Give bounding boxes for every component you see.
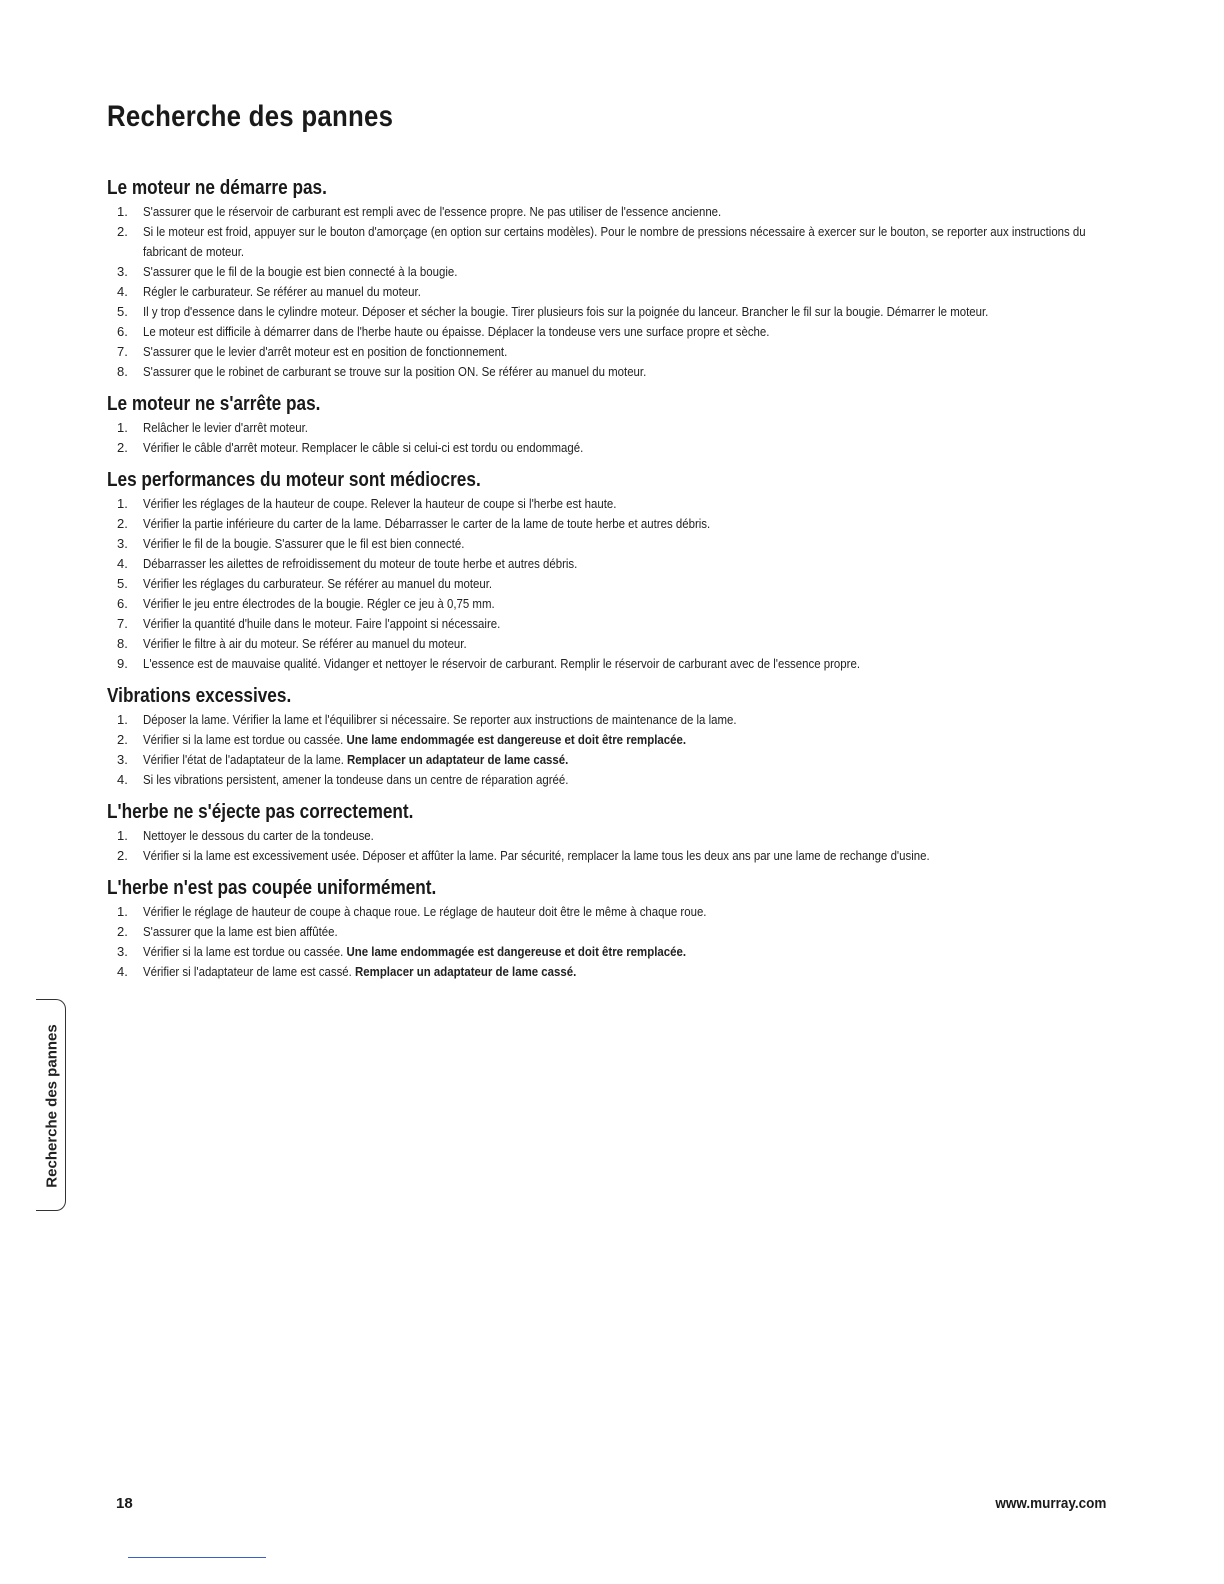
list-item (107, 362, 1117, 382)
list-item (107, 514, 1117, 534)
warning-text: Une lame endommagée est dangereuse et doit être remplacée. (346, 944, 687, 959)
troubleshooting-section (107, 392, 1117, 458)
step-text: Déposer la lame. Vérifier la lame et l'équilibrer si nécessaire. Se reporter aux instructions de maintenance de la lame. (143, 712, 737, 727)
list-item (107, 534, 1117, 554)
step-text: Vérifier si l'adaptateur de lame est cassé. (143, 964, 356, 979)
step-list (107, 494, 1117, 674)
step-number: 2. (117, 516, 128, 531)
step-text: Vérifier le jeu entre électrodes de la bougie. Régler ce jeu à 0,75 mm. (143, 596, 495, 611)
warning-text: Une lame endommagée est dangereuse et doit être remplacée. (346, 732, 687, 747)
list-item (107, 846, 1117, 866)
step-body (143, 614, 1107, 634)
step-number: 9. (117, 656, 128, 671)
list-item (107, 634, 1117, 654)
step-text: Vérifier le réglage de hauteur de coupe à chaque roue. Le réglage de hauteur doit être le même à chaque roue. (143, 904, 707, 919)
step-number: 2. (117, 224, 128, 239)
step-body (143, 634, 1107, 654)
step-number: 2. (117, 732, 128, 747)
troubleshooting-section (107, 176, 1117, 382)
step-number: 1. (117, 904, 128, 919)
step-body (143, 322, 1107, 342)
step-body (143, 282, 1107, 302)
list-item (107, 574, 1117, 594)
list-item (107, 302, 1117, 322)
step-number: 2. (117, 848, 128, 863)
step-number: 1. (117, 496, 128, 511)
troubleshooting-section (107, 468, 1117, 674)
step-number: 3. (117, 264, 128, 279)
step-text: Vérifier la quantité d'huile dans le moteur. Faire l'appoint si nécessaire. (143, 616, 501, 631)
list-item (107, 962, 1117, 982)
step-list (107, 710, 1117, 790)
step-text: Vérifier les réglages de la hauteur de coupe. Relever la hauteur de coupe si l'herbe est haute. (143, 496, 617, 511)
step-body (143, 710, 1107, 730)
website-url: www.murray.com (994, 1495, 1106, 1512)
troubleshooting-content (107, 176, 1117, 992)
list-item (107, 322, 1117, 342)
troubleshooting-section (107, 876, 1117, 982)
warning-text: Remplacer un adaptateur de lame cassé. (355, 964, 577, 979)
step-body (143, 730, 1107, 750)
list-item (107, 922, 1117, 942)
list-item (107, 654, 1117, 674)
bottom-rule (128, 1557, 266, 1558)
step-text: Vérifier l'état de l'adaptateur de la lame. (143, 752, 348, 767)
step-text: Nettoyer le dessous du carter de la tondeuse. (143, 828, 374, 843)
step-body (143, 942, 1107, 962)
step-body (143, 554, 1107, 574)
step-number: 4. (117, 556, 128, 571)
step-number: 4. (117, 284, 128, 299)
step-body (143, 922, 1107, 942)
step-number: 3. (117, 536, 128, 551)
step-text: S'assurer que le réservoir de carburant est rempli avec de l'essence propre. Ne pas utiliser de l'essence ancienne. (143, 204, 722, 219)
step-list (107, 902, 1117, 982)
step-text: L'essence est de mauvaise qualité. Vidanger et nettoyer le réservoir de carburant. Remplir le réservoir de carburant avec de l'essence propre. (143, 656, 861, 671)
step-text: S'assurer que le robinet de carburant se trouve sur la position ON. Se référer au manuel du moteur. (143, 364, 647, 379)
step-text: Vérifier les réglages du carburateur. Se référer au manuel du moteur. (143, 576, 493, 591)
step-body (143, 438, 1107, 458)
step-number: 1. (117, 712, 128, 727)
list-item (107, 554, 1117, 574)
list-item (107, 222, 1117, 262)
step-text: Vérifier le câble d'arrêt moteur. Remplacer le câble si celui-ci est tordu ou endommagé. (143, 440, 584, 455)
step-body (143, 654, 1107, 674)
step-number: 6. (117, 324, 128, 339)
step-body (143, 302, 1107, 322)
step-number: 8. (117, 364, 128, 379)
step-number: 2. (117, 924, 128, 939)
list-item (107, 750, 1117, 770)
step-number: 1. (117, 828, 128, 843)
step-number: 7. (117, 344, 128, 359)
list-item (107, 942, 1117, 962)
step-text: Vérifier la partie inférieure du carter de la lame. Débarrasser le carter de la lame de toute herbe et autres débris. (143, 516, 711, 531)
side-tab-label: Recherche des pannes (43, 1024, 61, 1188)
list-item (107, 902, 1117, 922)
step-number: 1. (117, 204, 128, 219)
step-number: 1. (117, 420, 128, 435)
list-item (107, 202, 1117, 222)
step-body (143, 534, 1107, 554)
step-body (143, 846, 1107, 866)
list-item (107, 418, 1117, 438)
step-text: Vérifier si la lame est excessivement usée. Déposer et affûter la lame. Par sécurité, remplacer la lame tous les deux ans par une lame de rechange d'usine. (143, 848, 930, 863)
step-text: Vérifier le fil de la bougie. S'assurer que le fil est bien connecté. (143, 536, 465, 551)
step-number: 5. (117, 576, 128, 591)
step-number: 8. (117, 636, 128, 651)
step-body (143, 494, 1107, 514)
step-text: S'assurer que le fil de la bougie est bien connecté à la bougie. (143, 264, 458, 279)
list-item (107, 730, 1117, 750)
step-body (143, 750, 1107, 770)
step-text: Vérifier si la lame est tordue ou cassée. (143, 732, 347, 747)
list-item (107, 282, 1117, 302)
step-text: Il y trop d'essence dans le cylindre moteur. Déposer et sécher la bougie. Tirer plusieurs fois sur la poignée du lanceur. Brancher le fil sur la bougie. Démarrer le moteur. (143, 304, 989, 319)
section-heading: Le moteur ne démarre pas. (107, 177, 327, 199)
section-heading: Les performances du moteur sont médiocres. (107, 469, 481, 491)
step-body (143, 202, 1107, 222)
troubleshooting-section (107, 800, 1117, 866)
step-body (143, 222, 1107, 262)
list-item (107, 614, 1117, 634)
step-body (143, 262, 1107, 282)
page-number: 18 (116, 1495, 133, 1512)
step-number: 5. (117, 304, 128, 319)
step-number: 6. (117, 596, 128, 611)
step-body (143, 594, 1107, 614)
list-item (107, 826, 1117, 846)
step-text: S'assurer que le levier d'arrêt moteur est en position de fonctionnement. (143, 344, 508, 359)
section-heading: Le moteur ne s'arrête pas. (107, 393, 321, 415)
step-body (143, 574, 1107, 594)
step-text: Le moteur est difficile à démarrer dans de l'herbe haute ou épaisse. Déplacer la tondeuse vers une surface propre et sèche. (143, 324, 770, 339)
list-item (107, 594, 1117, 614)
page-title: Recherche des pannes (107, 100, 394, 133)
step-number: 3. (117, 944, 128, 959)
warning-text: Remplacer un adaptateur de lame cassé. (347, 752, 569, 767)
step-text: S'assurer que la lame est bien affûtée. (143, 924, 338, 939)
section-heading: L'herbe n'est pas coupée uniformément. (107, 877, 437, 899)
list-item (107, 342, 1117, 362)
step-text: Régler le carburateur. Se référer au manuel du moteur. (143, 284, 421, 299)
list-item (107, 710, 1117, 730)
step-body (143, 902, 1107, 922)
step-list (107, 826, 1117, 866)
step-body (143, 514, 1107, 534)
troubleshooting-section (107, 684, 1117, 790)
step-body (143, 826, 1107, 846)
list-item (107, 770, 1117, 790)
step-number: 2. (117, 440, 128, 455)
step-text: Si le moteur est froid, appuyer sur le bouton d'amorçage (en option sur certains modèles). Pour le nombre de pressions nécessaire à exercer sur le bouton, se reporter aux instructions du fabricant de moteur. (143, 224, 1086, 259)
step-body (143, 362, 1107, 382)
list-item (107, 262, 1117, 282)
list-item (107, 494, 1117, 514)
step-body (143, 418, 1107, 438)
step-number: 4. (117, 964, 128, 979)
section-heading: Vibrations excessives. (107, 685, 292, 707)
step-text: Vérifier si la lame est tordue ou cassée. (143, 944, 347, 959)
side-tab (36, 999, 66, 1211)
step-body (143, 962, 1107, 982)
step-body (143, 770, 1107, 790)
step-text: Si les vibrations persistent, amener la tondeuse dans un centre de réparation agréé. (143, 772, 569, 787)
step-number: 3. (117, 752, 128, 767)
step-body (143, 342, 1107, 362)
list-item (107, 438, 1117, 458)
step-text: Débarrasser les ailettes de refroidissement du moteur de toute herbe et autres débris. (143, 556, 578, 571)
step-text: Relâcher le levier d'arrêt moteur. (143, 420, 308, 435)
step-list (107, 202, 1117, 382)
step-text: Vérifier le filtre à air du moteur. Se référer au manuel du moteur. (143, 636, 467, 651)
step-number: 7. (117, 616, 128, 631)
step-list (107, 418, 1117, 458)
step-number: 4. (117, 772, 128, 787)
section-heading: L'herbe ne s'éjecte pas correctement. (107, 801, 414, 823)
